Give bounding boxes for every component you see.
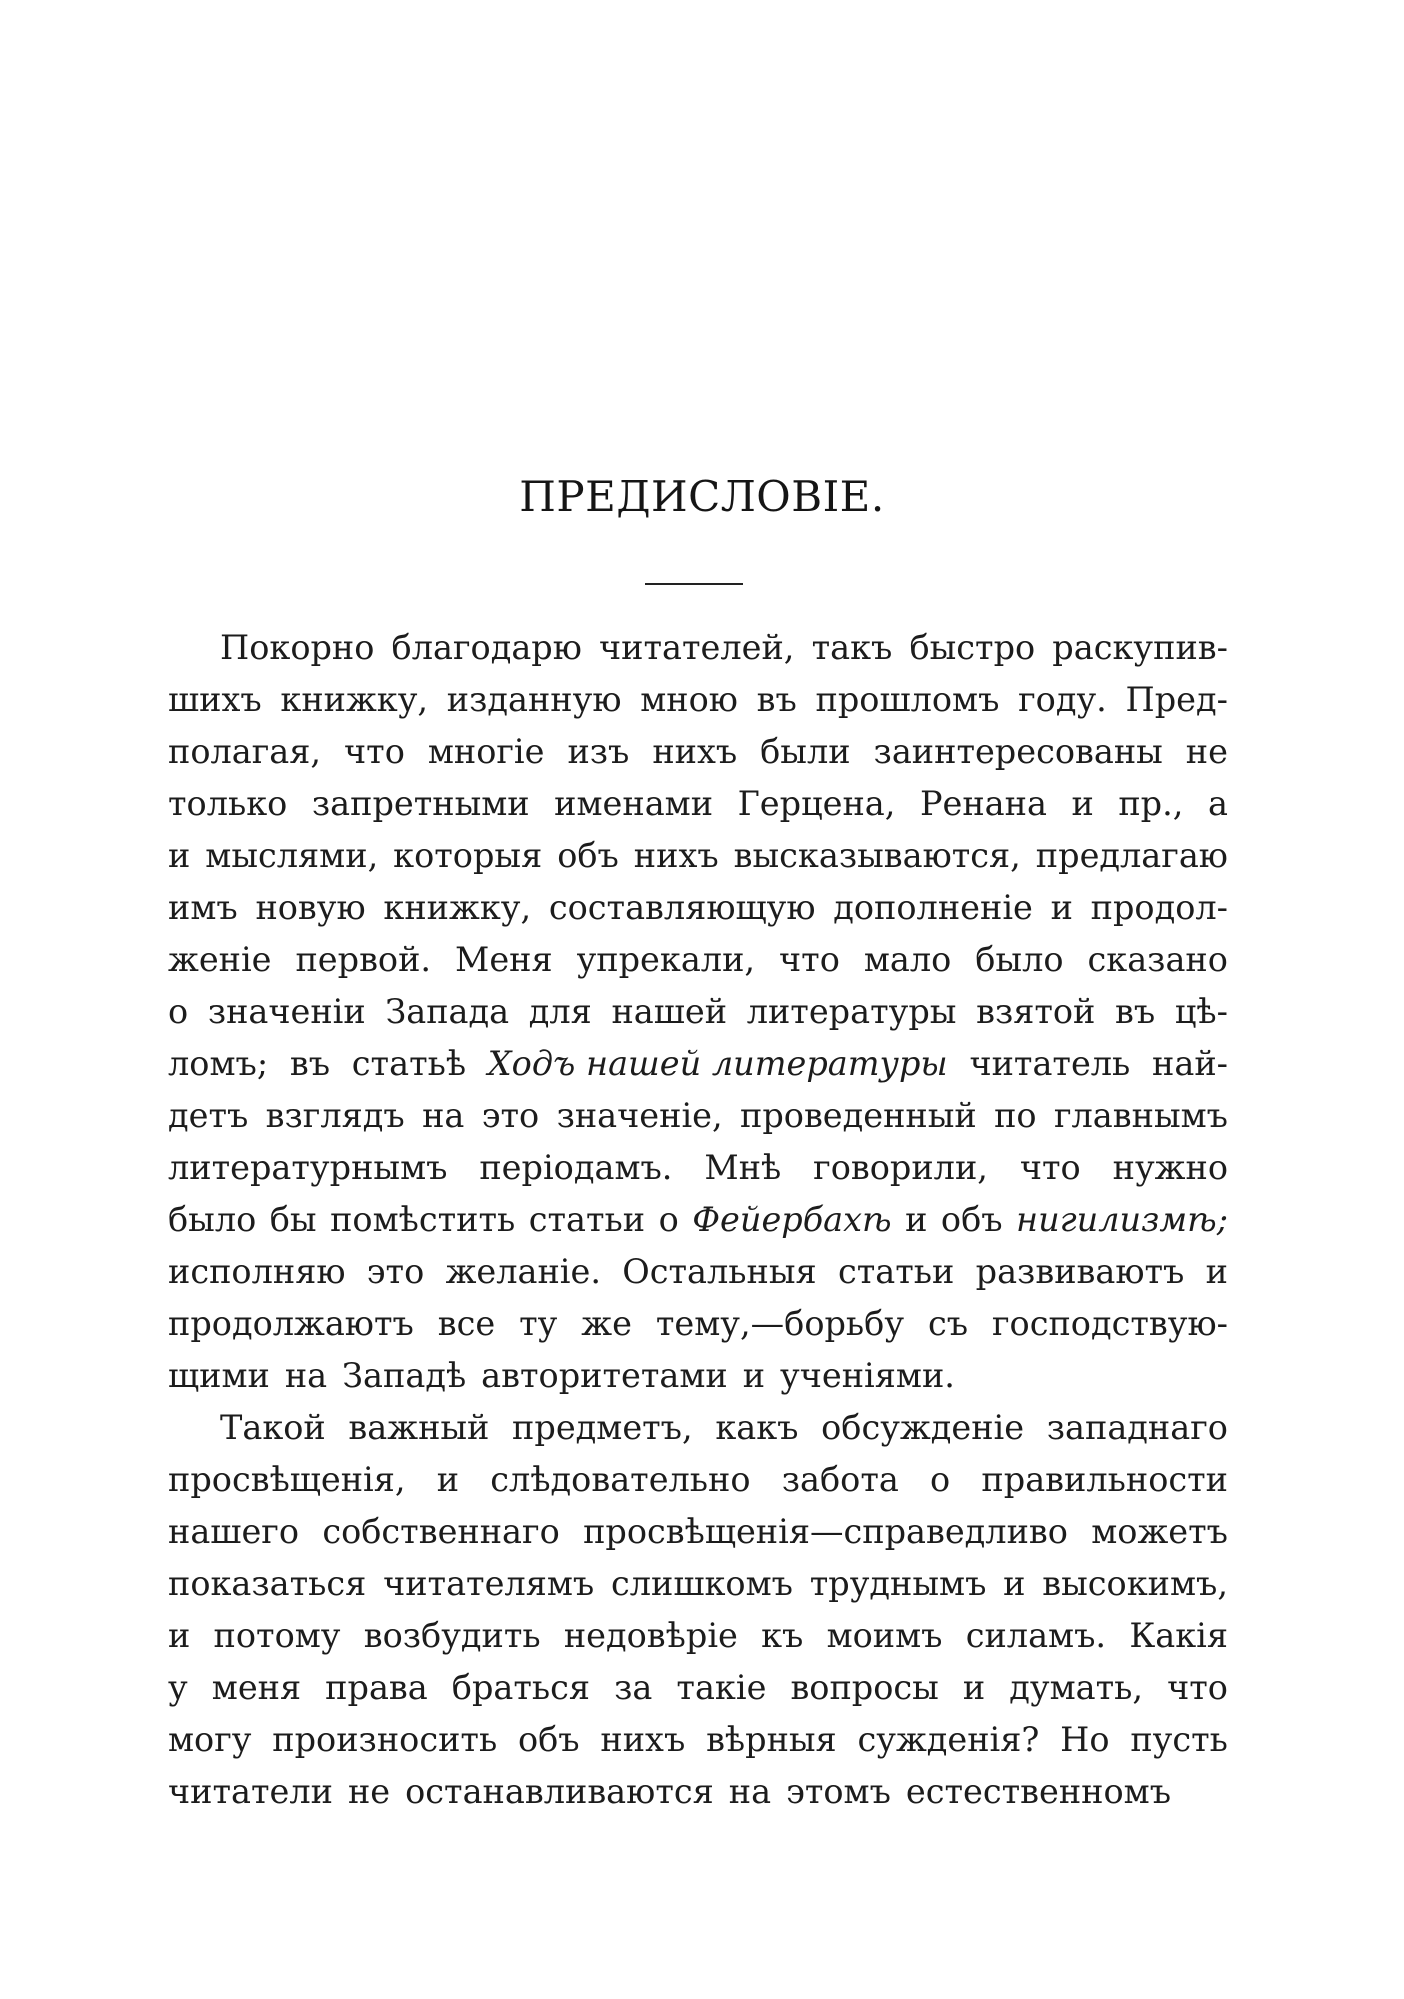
word: значеніи	[207, 992, 366, 1031]
word: забота	[781, 1460, 899, 1499]
word: предлагаю	[1035, 836, 1228, 875]
word: нихъ	[633, 836, 719, 875]
title-rule	[645, 583, 743, 585]
word: а	[1207, 784, 1228, 823]
word: читатель	[969, 1044, 1131, 1083]
word: нигилизмѣ;	[1016, 1200, 1228, 1239]
word: браться	[451, 1668, 591, 1707]
word: продолжаютъ	[168, 1304, 414, 1343]
word: пусть	[1130, 1720, 1228, 1759]
word: прошломъ	[815, 680, 1000, 719]
word: главнымъ	[1053, 1096, 1228, 1135]
word: на	[728, 1772, 772, 1811]
text-line	[168, 1506, 1228, 1558]
word: у	[168, 1668, 188, 1707]
page-title: ПРЕДИСЛОВІЕ.	[519, 472, 885, 521]
word: продол-	[1090, 888, 1228, 927]
word: статьи	[528, 1200, 646, 1239]
text-line	[168, 830, 1228, 882]
text-line	[168, 674, 1228, 726]
word: произносить	[272, 1720, 498, 1759]
word: упрекали,	[576, 940, 756, 979]
word: не	[1185, 732, 1228, 771]
word: о	[168, 992, 189, 1031]
word: періодамъ.	[479, 1148, 673, 1187]
text-line	[168, 1142, 1228, 1194]
word: читателей,	[599, 628, 795, 667]
word: пр.,	[1118, 784, 1184, 823]
word: о	[930, 1460, 951, 1499]
word: слишкомъ	[610, 1564, 793, 1603]
text-line	[168, 726, 1228, 778]
word: права	[325, 1668, 428, 1707]
text-line	[168, 882, 1228, 934]
word: литературнымъ	[168, 1148, 448, 1187]
word: проведенный	[740, 1096, 977, 1135]
word: такъ	[811, 628, 893, 667]
word: что	[1019, 1148, 1081, 1187]
word: заинтересованы	[873, 732, 1163, 771]
word: объ	[517, 1720, 580, 1759]
word: ломъ;	[168, 1044, 269, 1083]
word: были	[760, 732, 851, 771]
word: мною	[640, 680, 738, 719]
word: западнаго	[1046, 1408, 1228, 1447]
text-line	[168, 1298, 1228, 1350]
word: Западѣ	[342, 1356, 467, 1395]
word: Ренана	[919, 784, 1047, 823]
word: просвѣщенія,	[168, 1460, 406, 1499]
word: было	[975, 940, 1064, 979]
word: цѣ-	[1174, 992, 1228, 1031]
word: возбудить	[363, 1616, 541, 1655]
word: въ	[1115, 992, 1156, 1031]
word: могу	[168, 1720, 252, 1759]
word: сказано	[1087, 940, 1228, 979]
word: Какія	[1129, 1616, 1228, 1655]
word: изданную	[446, 680, 622, 719]
word: развиваютъ	[975, 1252, 1185, 1291]
word: на	[284, 1356, 328, 1395]
text-line	[168, 1714, 1228, 1766]
word: и	[168, 836, 191, 875]
word: объ	[940, 1200, 1003, 1239]
word: взглядъ	[265, 1096, 405, 1135]
word: статьи	[837, 1252, 955, 1291]
word: объ	[557, 836, 619, 875]
word: книжку,	[280, 680, 429, 719]
word: нужно	[1112, 1148, 1228, 1187]
word: важный	[348, 1408, 490, 1447]
word: что	[779, 940, 840, 979]
word: недовѣріе	[563, 1616, 738, 1655]
word: женіе	[168, 940, 272, 979]
word: Но	[1060, 1720, 1110, 1759]
word: ученіями.	[780, 1356, 955, 1395]
word: собственнаго	[322, 1512, 560, 1551]
word: запретными	[311, 784, 530, 823]
word: году.	[1018, 680, 1107, 719]
word: полагая,	[168, 732, 322, 771]
word: нихъ	[652, 732, 738, 771]
word: и	[962, 1668, 986, 1707]
word: потому	[213, 1616, 341, 1655]
word: читатели	[168, 1772, 333, 1811]
text-line	[168, 1246, 1228, 1298]
word: Ходъ нашей литературы	[487, 1044, 948, 1083]
word: нашей	[611, 992, 728, 1031]
text-line	[168, 1766, 1228, 1818]
word: изъ	[567, 732, 630, 771]
word: по	[994, 1096, 1037, 1135]
word: просвѣщенія—справедливо	[583, 1512, 1068, 1551]
word: слѣдовательно	[490, 1460, 751, 1499]
word: Пред-	[1125, 680, 1228, 719]
word: нихъ	[600, 1720, 686, 1759]
word: благодарю	[391, 628, 582, 667]
word: раскупив-	[1052, 628, 1228, 667]
word: и	[905, 1200, 928, 1239]
text-line	[168, 1090, 1228, 1142]
word: най-	[1152, 1044, 1228, 1083]
word: многіе	[427, 732, 545, 771]
word: быстро	[909, 628, 1036, 667]
word: въ	[756, 680, 797, 719]
word: нашего	[168, 1512, 299, 1551]
word: бы	[269, 1200, 317, 1239]
word: только	[168, 784, 288, 823]
word: естественномъ	[905, 1772, 1172, 1811]
word: вѣрныя	[706, 1720, 837, 1759]
word: Мнѣ	[704, 1148, 782, 1187]
word: авторитетами	[481, 1356, 728, 1395]
word: новую	[255, 888, 366, 927]
word: что	[1167, 1668, 1228, 1707]
word: высказываются,	[733, 836, 1021, 875]
word: предметъ,	[512, 1408, 693, 1447]
word: моимъ	[826, 1616, 943, 1655]
word: съ	[927, 1304, 969, 1343]
word: все	[437, 1304, 496, 1343]
word: сужденія?	[857, 1720, 1040, 1759]
word: мыслями,	[205, 836, 379, 875]
word: Запада	[385, 992, 510, 1031]
word: меня	[211, 1668, 302, 1707]
word: Такой	[220, 1408, 326, 1447]
word: книжку,	[383, 888, 532, 927]
text-line	[168, 1194, 1228, 1246]
word: думать,	[1009, 1668, 1144, 1707]
word: и	[1003, 1564, 1026, 1603]
word: высокимъ,	[1042, 1564, 1228, 1603]
word: останавливаются	[405, 1772, 714, 1811]
word: Остальныя	[622, 1252, 817, 1291]
word: читателямъ	[383, 1564, 595, 1603]
word: именами	[554, 784, 714, 823]
word: шихъ	[168, 680, 262, 719]
text-line	[168, 1402, 1228, 1454]
word: силамъ.	[965, 1616, 1107, 1655]
word: составляющую	[548, 888, 816, 927]
text-line	[168, 1610, 1228, 1662]
word: можетъ	[1091, 1512, 1228, 1551]
word: первой.	[295, 940, 432, 979]
word: исполняю	[168, 1252, 346, 1291]
word: щими	[168, 1356, 270, 1395]
word: за	[614, 1668, 653, 1707]
word: и	[1071, 784, 1094, 823]
word: какъ	[715, 1408, 799, 1447]
text-line	[168, 1454, 1228, 1506]
word: же	[581, 1304, 632, 1343]
word: Фейербахѣ	[692, 1200, 892, 1239]
word: труднымъ	[809, 1564, 987, 1603]
word: къ	[761, 1616, 804, 1655]
word: говорили,	[813, 1148, 988, 1187]
text-line	[168, 622, 1228, 674]
word: и	[168, 1616, 191, 1655]
text-line	[168, 1038, 1228, 1090]
text-line	[168, 934, 1228, 986]
word: это	[481, 1096, 540, 1135]
word: въ	[289, 1044, 331, 1083]
word: Покорно	[220, 628, 375, 667]
word: это	[366, 1252, 425, 1291]
word: значеніе,	[556, 1096, 723, 1135]
word: помѣстить	[330, 1200, 516, 1239]
word: дополненіе	[833, 888, 1033, 927]
text-line	[168, 1350, 1228, 1402]
text-line	[168, 778, 1228, 830]
word: имъ	[168, 888, 238, 927]
word: правильности	[981, 1460, 1228, 1499]
word: что	[344, 732, 405, 771]
word: и	[1050, 888, 1073, 927]
text-line	[168, 1662, 1228, 1714]
word: статьѣ	[351, 1044, 467, 1083]
word: господствую-	[991, 1304, 1228, 1343]
word: Герцена,	[737, 784, 896, 823]
word: и	[742, 1356, 766, 1395]
word: тему,—борьбу	[655, 1304, 905, 1343]
text-line	[168, 1558, 1228, 1610]
word: вопросы	[790, 1668, 939, 1707]
word: показаться	[168, 1564, 367, 1603]
word: на	[422, 1096, 465, 1135]
word: желаніе.	[445, 1252, 601, 1291]
word: которыя	[393, 836, 543, 875]
word: и	[436, 1460, 460, 1499]
word: для	[528, 992, 592, 1031]
word: не	[347, 1772, 391, 1811]
word: литературы	[746, 992, 957, 1031]
word: было	[168, 1200, 257, 1239]
word: взятой	[976, 992, 1096, 1031]
word: обсужденіе	[821, 1408, 1025, 1447]
text-line	[168, 986, 1228, 1038]
word: детъ	[168, 1096, 249, 1135]
word: Меня	[455, 940, 553, 979]
word: о	[658, 1200, 679, 1239]
word: этомъ	[786, 1772, 891, 1811]
word: такіе	[676, 1668, 767, 1707]
word: ту	[519, 1304, 558, 1343]
word: и	[1205, 1252, 1228, 1291]
body-text	[168, 622, 1228, 1818]
word: мало	[863, 940, 952, 979]
